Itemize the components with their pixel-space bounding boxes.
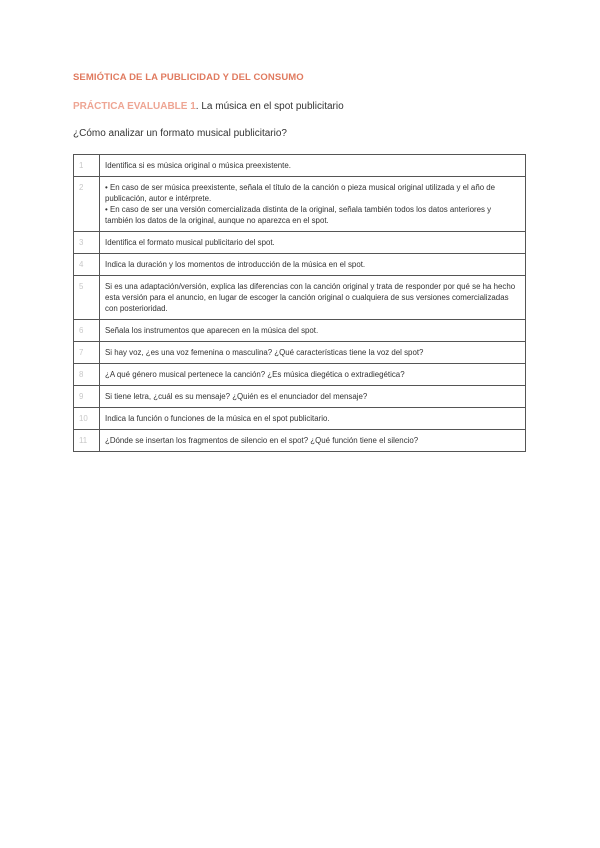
table-row	[74, 276, 526, 320]
step-number: 4	[74, 254, 100, 276]
step-number: 5	[74, 276, 100, 320]
step-number: 3	[74, 232, 100, 254]
step-number: 9	[74, 386, 100, 408]
step-number: 7	[74, 342, 100, 364]
practice-title: . La música en el spot publicitario	[195, 101, 344, 112]
table-row	[74, 364, 526, 386]
course-title: SEMIÓTICA DE LA PUBLICIDAD Y DEL CONSUMO	[73, 72, 304, 83]
step-text: Identifica si es música original o música preexistente.	[100, 155, 526, 177]
step-text: ¿A qué género musical pertenece la canción? ¿Es música diegética o extradiegética?	[100, 364, 526, 386]
practice-tag: PRÁCTICA EVALUABLE 1	[73, 101, 196, 112]
step-number: 10	[74, 408, 100, 430]
table-row	[74, 430, 526, 452]
step-text: Si es una adaptación/versión, explica las diferencias con la canción original y trata de responder por qué se ha hecho esta versión para el anuncio, en lugar de escoger la canción original o cualquiera de sus versiones comercializadas con posterioridad.	[100, 276, 526, 320]
step-text: Indica la función o funciones de la música en el spot publicitario.	[100, 408, 526, 430]
table-row	[74, 232, 526, 254]
step-text: Indica la duración y los momentos de introducción de la música en el spot.	[100, 254, 526, 276]
step-number: 11	[74, 430, 100, 452]
table-row	[74, 155, 526, 177]
step-text: ¿Dónde se insertan los fragmentos de silencio en el spot? ¿Qué función tiene el silencio?	[100, 430, 526, 452]
table-row	[74, 177, 526, 232]
table-row	[74, 408, 526, 430]
document-page	[73, 70, 526, 452]
step-number: 8	[74, 364, 100, 386]
step-number: 6	[74, 320, 100, 342]
step-text: Identifica el formato musical publicitario del spot.	[100, 232, 526, 254]
step-bullet: • En caso de ser música preexistente, señala el título de la canción o pieza musical original utilizada y el año de publicación, autor e intérprete.	[105, 183, 496, 203]
guiding-question: ¿Cómo analizar un formato musical publicitario?	[73, 128, 287, 139]
step-number: 2	[74, 177, 100, 232]
table-row	[74, 342, 526, 364]
step-text: Señala los instrumentos que aparecen en la música del spot.	[100, 320, 526, 342]
step-text	[100, 177, 526, 232]
table-row	[74, 254, 526, 276]
analysis-steps-table	[73, 154, 526, 452]
table-row	[74, 386, 526, 408]
table-row	[74, 320, 526, 342]
step-text: Si hay voz, ¿es una voz femenina o masculina? ¿Qué características tiene la voz del spot?	[100, 342, 526, 364]
step-bullet: • En caso de ser una versión comercializada distinta de la original, señala también todos los datos anteriores y también los datos de la original, aunque no aparezca en el spot.	[105, 205, 492, 225]
practice-heading	[73, 99, 526, 115]
step-text: Si tiene letra, ¿cuál es su mensaje? ¿Quién es el enunciador del mensaje?	[100, 386, 526, 408]
step-number: 1	[74, 155, 100, 177]
